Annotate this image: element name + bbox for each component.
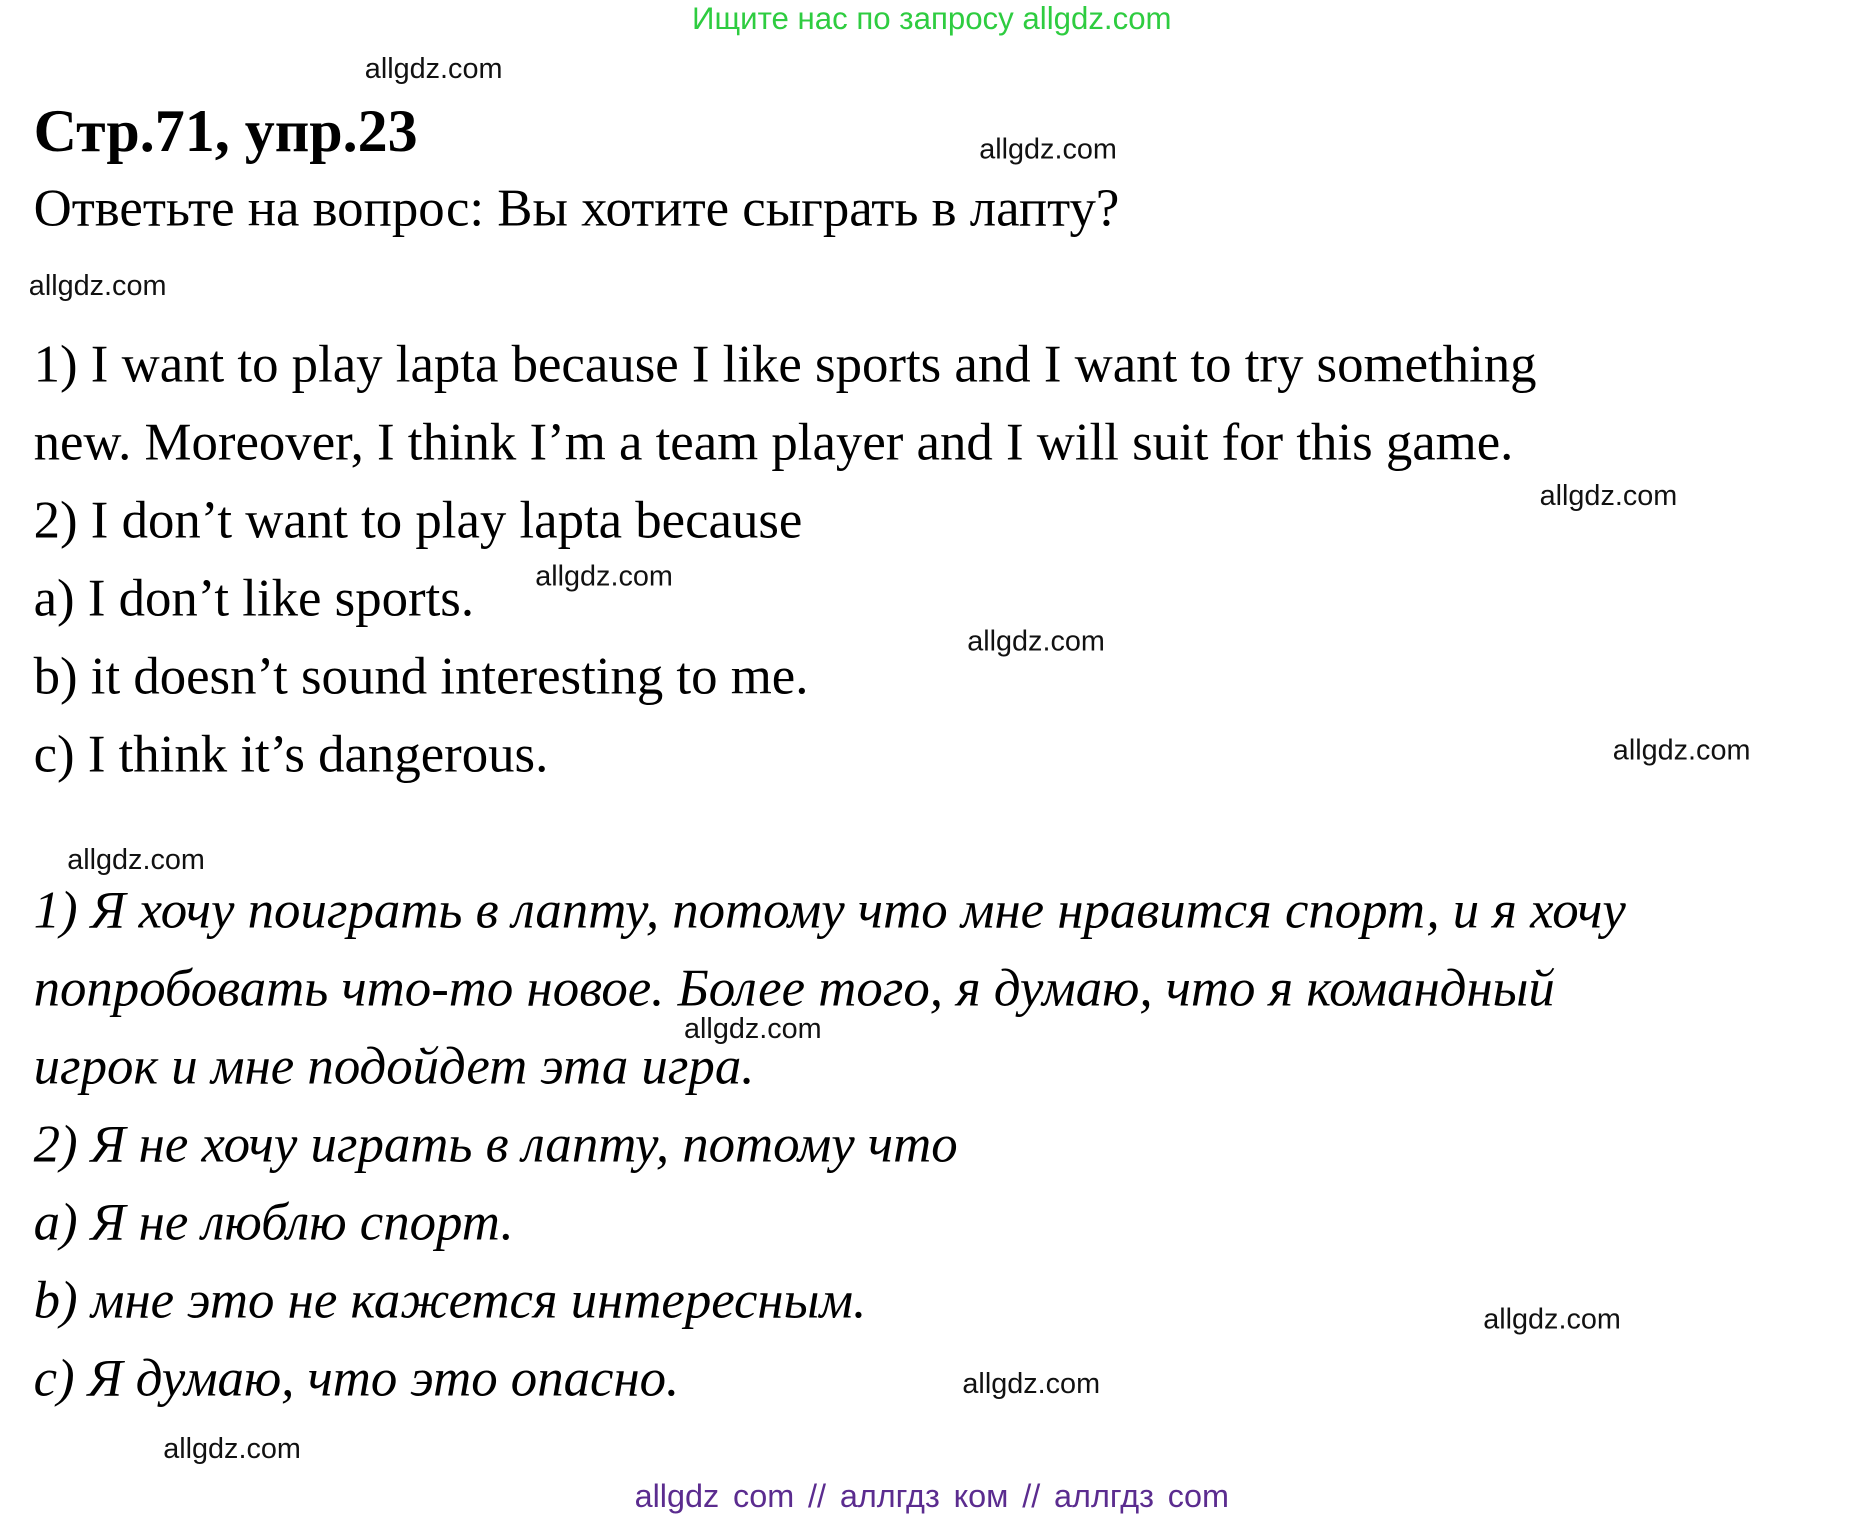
watermark: allgdz.com [364,52,503,86]
answer-en-line: b) it doesn’t sound interesting to me. [33,646,809,706]
watermark: allgdz.com [684,1012,822,1046]
watermark: allgdz.com [28,270,167,303]
answer-ru-line: b) мне это не кажется интересным. [33,1270,867,1330]
watermark: allgdz.com [967,625,1105,658]
answer-ru-line: 2) Я не хочу играть в лапту, потому что [33,1114,958,1174]
answer-en-line: c) I think it’s dangerous. [33,724,549,784]
page-title: Стр.71, упр.23 [33,97,418,165]
footer-links[interactable]: allgdz com // аллгдз ком // аллгдз com [634,1478,1230,1515]
top-banner[interactable]: Ищите нас по запросу allgdz.com [692,0,1172,36]
question-text: Ответьте на вопрос: Вы хотите сыграть в лапту? [33,178,1120,238]
answer-ru-line: игрок и мне подойдет эта игра. [33,1036,755,1096]
watermark: allgdz.com [1612,734,1751,767]
watermark: allgdz.com [1483,1303,1621,1336]
answer-ru-line: с) Я думаю, что это опасно. [33,1348,680,1408]
answer-en-line: a) I don’t like sports. [33,568,475,628]
watermark: allgdz.com [535,560,673,593]
watermark: allgdz.com [979,133,1117,166]
watermark: allgdz.com [962,1368,1101,1401]
watermark: allgdz.com [1539,480,1678,513]
answer-en-line: 1) I want to play lapta because I like sports and I want to try something [33,334,1537,394]
answer-en-line: new. Moreover, I think I’m a team player and I will suit for this game. [33,412,1514,472]
answer-ru-line: а) Я не люблю спорт. [33,1192,514,1252]
watermark: allgdz.com [163,1432,301,1466]
answer-en-line: 2) I don’t want to play lapta because [33,490,803,550]
watermark: allgdz.com [67,843,205,877]
answer-ru-line: 1) Я хочу поиграть в лапту, потому что мне нравится спорт, и я хочу [33,880,1626,940]
answer-ru-line: попробовать что-то новое. Более того, я думаю, что я командный [33,958,1555,1018]
